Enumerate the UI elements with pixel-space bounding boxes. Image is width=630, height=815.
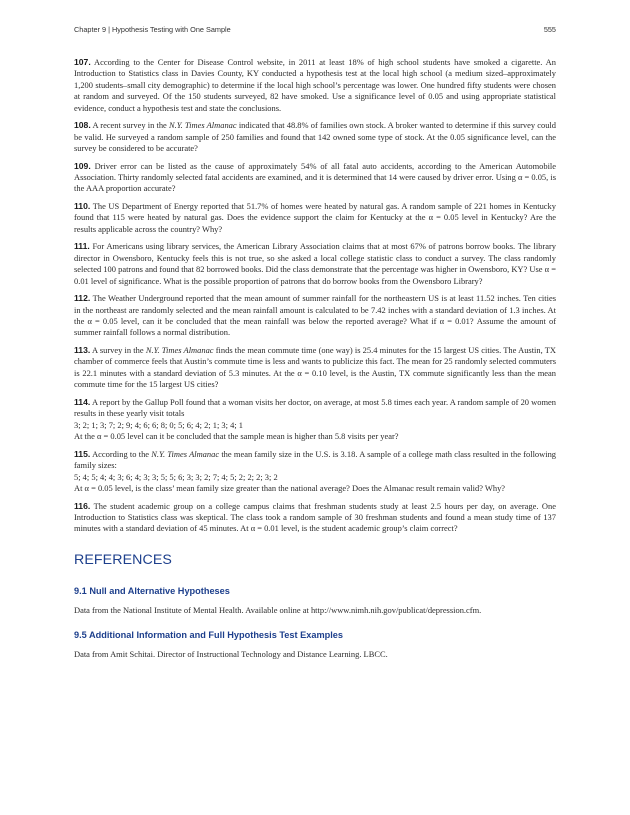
exercise-item: [74, 397, 556, 443]
exercise-item: [74, 449, 556, 495]
exercise-item: [74, 201, 556, 235]
exercise-number: 113.: [74, 345, 91, 356]
exercise-number: 114.: [74, 396, 91, 407]
exercise-number: 110.: [74, 201, 91, 212]
exercise-number: 107.: [74, 57, 91, 67]
exercise-data-line: At α = 0.05 level, is the class’ mean family size greater than the national average? Does the Almanac result remain valid? Why?: [74, 482, 506, 493]
exercise-text: According to the: [92, 448, 152, 459]
page-number: 555: [543, 25, 556, 34]
exercise-text: The student academic group on a college campus claims that freshman students study at least 2.5 hours per day, on average. One Introduction to Statistics class was skeptical. The class took a random sample of 30 freshman students and found a mean study time of 137 minutes with a standard deviation of 45 minutes. At α = 0.01 level, is the student academic group’s claim correct?: [74, 500, 556, 534]
exercise-number: 112.: [74, 293, 91, 304]
exercise-data-line: 5; 4; 5; 4; 4; 3; 6; 4; 3; 3; 5; 5; 6; 3; 3; 2; 7; 4; 5; 2; 2; 2; 3; 2: [74, 471, 278, 482]
exercise-number: 108.: [74, 120, 91, 131]
publication-title: N.Y. Times Almanac: [145, 345, 214, 356]
reference-section-heading: 9.1 Null and Alternative Hypotheses: [74, 585, 230, 596]
exercise-text: For Americans using library services, the American Library Association claims that at most 67% of patrons borrow books. The library director in Owensboro, Kentucky feels this is not true, so she asked a local college statistic class to conduct a survey. The class randomly selected 100 patrons and found that 82 borrowed books. Did the class demonstrate that the percentage was higher in Owensboro, KY? Use α = 0.01 level of significance. What is the possible proportion of patrons that do borrow books from the Owensboro Library?: [74, 241, 556, 286]
exercise-text: The Weather Underground reported that the mean amount of summer rainfall for the northeastern US is at least 11.52 inches. Ten cities in the northeast are randomly selected and the mean rainfall amount is calculated to be 7.42 inches with a standard deviation of 1.3 inches. At the α = 0.05 level, can it be concluded that the mean rainfall was below the reported average? What if α = 0.01? Assume the amount of summer rainfall follows a normal distribution.: [74, 293, 556, 338]
exercise-data-line: 3; 2; 1; 3; 7; 2; 9; 4; 6; 6; 8; 0; 5; 6; 4; 2; 1; 3; 4; 1: [74, 419, 243, 430]
reference-citation: Data from Amit Schitai. Director of Instructional Technology and Distance Learning. LBCC.: [74, 648, 388, 659]
chapter-title: Chapter 9 | Hypothesis Testing with One Sample: [74, 25, 231, 34]
exercise-item: [74, 161, 556, 195]
exercise-item: [74, 345, 556, 391]
exercise-text: A survey in the: [92, 345, 146, 356]
page-content: [74, 57, 556, 674]
exercise-text: The US Department of Energy reported that 51.7% of homes were heated by natural gas. A random sample of 221 homes in Kentucky found that 115 were heated by natural gas. Does the evidence support the claim for Kentucky at the α = 0.05 level in Kentucky? Are the results applicable across the country? Why?: [74, 201, 556, 234]
exercise-text: According to the Center for Disease Control website, in 2011 at least 18% of high school students have smoked a cigarette. An Introduction to Statistics class in Davies County, KY conducted a hypothesis test at the local high school (a medium sized–approximately 1,200 students–small city demographic) to determine if the local high school’s percentage was lower. One hundred fifty students were chosen at random and surveyed. Of the 150 students surveyed, 82 have smoked. Use a significance level of 0.05 and using appropriate statistical evidence, conduct a hypothesis test and state the conclusions.: [74, 57, 556, 113]
reference-section-heading: 9.5 Additional Information and Full Hypothesis Test Examples: [74, 629, 344, 640]
exercise-item: [74, 293, 556, 339]
exercise-item: [74, 501, 556, 535]
exercise-number: 109.: [74, 160, 91, 171]
exercise-item: [74, 120, 556, 154]
exercise-text: the mean family size in the U.S. is 3.18. A sample of a college math class resulted in the following family sizes:: [74, 448, 557, 471]
exercise-text: A recent survey in the: [92, 120, 169, 131]
exercise-item: [74, 57, 556, 114]
exercise-text: finds the mean commute time (one way) is 25.4 minutes for the 15 largest US cities. The Austin, TX chamber of commerce feels that Austin’s commute time is less and wants to publicize this fact. The mean for 25 randomly selected commuters is 22.1 minutes with a standard deviation of 5.3 minutes. At the α = 0.10 level, is the Austin, TX commute significantly less than the mean commute time for the 15 largest US cities?: [74, 345, 557, 390]
exercise-text: Driver error can be listed as the cause of approximately 54% of all fatal auto accidents, according to the American Automobile Association. Thirty randomly selected fatal accidents are examined, and it is determined that 14 were caused by driver error. Using α = 0.05, is the AAA proportion accurate?: [74, 160, 556, 194]
references-list: [74, 586, 556, 660]
exercise-number: 115.: [74, 448, 91, 459]
running-header: [74, 25, 556, 34]
exercise-text: indicated that 48.8% of families own stock. A broker wanted to determine if this survey could be valid. He surveyed a random sample of 250 families and found that 142 owned some type of stock. At the 0.05 significance level, can the survey be considered to be accurate?: [74, 120, 556, 154]
exercise-item: [74, 241, 556, 287]
publication-title: N.Y. Times Almanac: [168, 120, 237, 131]
references-title: REFERENCES: [74, 551, 172, 568]
exercise-number: 116.: [74, 500, 91, 511]
exercise-data-line: At the α = 0.05 level can it be concluded that the sample mean is higher than 5.8 visits per year?: [74, 431, 399, 442]
exercise-number: 111.: [74, 241, 90, 252]
exercise-list: [74, 57, 556, 535]
reference-citation: Data from the National Institute of Mental Health. Available online at http://www.nimh.nih.gov/publicat/depression.cfm.: [74, 604, 482, 615]
publication-title: N.Y. Times Almanac: [151, 448, 220, 459]
exercise-text: A report by the Gallup Poll found that a woman visits her doctor, on average, at most 5.8 times each year. A random sample of 20 women results in these yearly visit totals: [74, 396, 556, 419]
